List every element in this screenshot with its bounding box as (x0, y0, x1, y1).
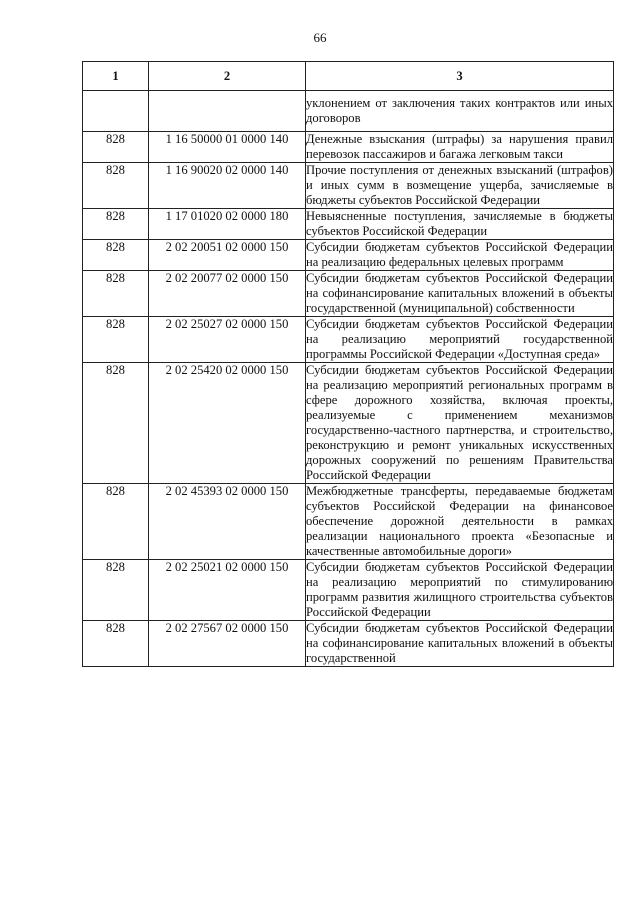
classification-code-cell: 2 02 27567 02 0000 150 (149, 621, 306, 667)
description-cell: Прочие поступления от денежных взысканий (штрафов) и иных сумм в возмещение ущерба, зачисляемые в бюджеты субъектов Российской Федерации (306, 163, 613, 207)
classification-code-cell: 1 17 01020 02 0000 180 (149, 209, 306, 240)
classification-code-cell: 1 16 50000 01 0000 140 (149, 132, 306, 163)
admin-code-cell: 828 (83, 132, 149, 163)
classification-code-cell: 2 02 25420 02 0000 150 (149, 363, 306, 484)
description-cell: Невыясненные поступления, зачисляемые в бюджеты субъектов Российской Федерации (306, 209, 613, 238)
admin-code-cell: 828 (83, 209, 149, 240)
classification-code-cell: 2 02 45393 02 0000 150 (149, 484, 306, 560)
table-row (83, 132, 614, 163)
column-header-1: 1 (83, 62, 149, 91)
description-cell: Субсидии бюджетам субъектов Российской Федерации на софинансирование капитальных вложений в объекты государственной (муниципальной) собственности (306, 271, 613, 315)
table-row (83, 163, 614, 209)
classification-code-cell: 1 16 90020 02 0000 140 (149, 163, 306, 209)
classification-code-cell (149, 91, 306, 132)
table-row (83, 484, 614, 560)
admin-code-cell: 828 (83, 317, 149, 363)
description-cell: Субсидии бюджетам субъектов Российской Федерации на реализацию мероприятий по стимулированию программ развития жилищного строительства субъектов Российской Федерации (306, 560, 613, 619)
table-row (83, 363, 614, 484)
description-cell: Субсидии бюджетам субъектов Российской Федерации на реализацию мероприятий государственной программы Российской Федерации «Доступная среда» (306, 317, 613, 361)
admin-code-cell: 828 (83, 560, 149, 621)
admin-code-cell: 828 (83, 363, 149, 484)
table-row (83, 560, 614, 621)
description-cell: Субсидии бюджетам субъектов Российской Федерации на софинансирование капитальных вложений в объекты государственной (306, 621, 613, 665)
table-header-row (83, 62, 614, 91)
page-number: 66 (313, 30, 327, 45)
table-row (83, 240, 614, 271)
description-cell: Денежные взыскания (штрафы) за нарушения правил перевозок пассажиров и багажа легковым такси (306, 132, 613, 161)
description-cell: Субсидии бюджетам субъектов Российской Федерации на реализацию федеральных целевых программ (306, 240, 613, 269)
admin-code-cell: 828 (83, 484, 149, 560)
table-row (83, 209, 614, 240)
revenue-codes-table (82, 61, 614, 667)
table-row (83, 271, 614, 317)
classification-code-cell: 2 02 20051 02 0000 150 (149, 240, 306, 271)
description-cell: Межбюджетные трансферты, передаваемые бюджетам субъектов Российской Федерации на финансовое обеспечение дорожной деятельности в рамках реализации национального проекта «Безопасные и качественные автомобильные дороги» (306, 484, 613, 558)
description-cell: уклонением от заключения таких контрактов или иных договоров (306, 91, 614, 132)
classification-code-cell: 2 02 20077 02 0000 150 (149, 271, 306, 317)
column-header-2: 2 (149, 62, 306, 91)
column-header-3: 3 (306, 62, 614, 91)
description-cell: Субсидии бюджетам субъектов Российской Федерации на реализацию мероприятий региональных программ в сфере дорожного хозяйства, включая проекты, реализуемые с применением механизмов государственно-частного партнерства, и строительство, реконструкцию и ремонт уникальных искусственных дорожных сооружений по решениям Правительства Российской Федерации (306, 363, 613, 482)
table-row (83, 317, 614, 363)
admin-code-cell (83, 91, 149, 132)
table-row (83, 621, 614, 667)
classification-code-cell: 2 02 25027 02 0000 150 (149, 317, 306, 363)
admin-code-cell: 828 (83, 240, 149, 271)
table-row (83, 91, 614, 132)
admin-code-cell: 828 (83, 163, 149, 209)
admin-code-cell: 828 (83, 271, 149, 317)
admin-code-cell: 828 (83, 621, 149, 667)
classification-code-cell: 2 02 25021 02 0000 150 (149, 560, 306, 621)
